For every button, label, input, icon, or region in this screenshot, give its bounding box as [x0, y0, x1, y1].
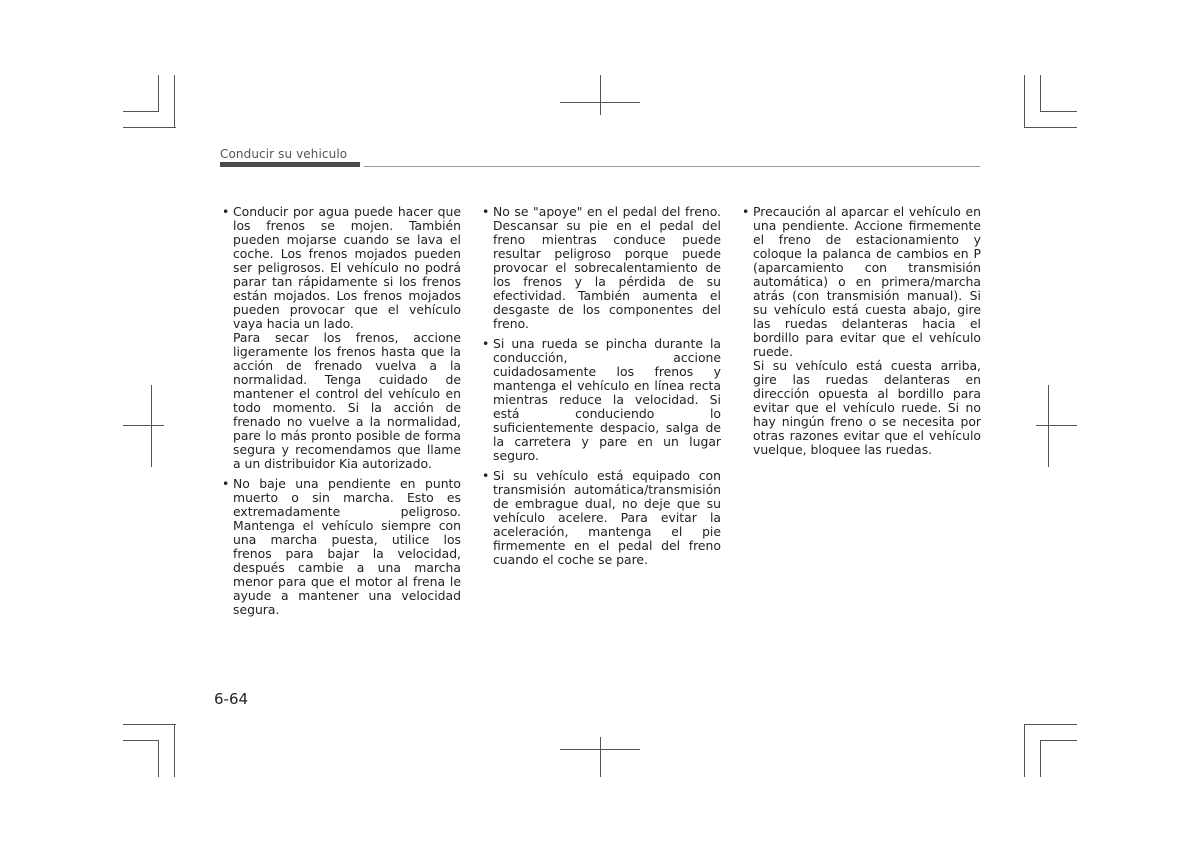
- paragraph: Conducir por agua puede hacer que los frenos se mojen. También pueden mojarse cuando se lava el coche. Los frenos mojados pueden ser peligrosos. El vehículo no podrá parar tan rápidamente si los frenos están mojados. Los frenos mojados pueden provocar que el vehículo vaya hacia un lado.: [233, 204, 461, 331]
- page-number: 6-64: [214, 690, 249, 708]
- list-item: [741, 205, 981, 457]
- column-2: [481, 205, 721, 573]
- list-item: [221, 477, 461, 617]
- paragraph: Si su vehículo está cuesta arriba, gire las ruedas delanteras en dirección opuesta al bordillo para evitar que el vehículo ruede. Si no hay ningún freno o se necesita por otras razones evitar que el vehículo vuelque, bloquee las ruedas.: [753, 358, 981, 457]
- column-3: [741, 205, 981, 463]
- list-item: [221, 205, 461, 471]
- bullet: •: [742, 204, 750, 219]
- list-item: [481, 337, 721, 463]
- bullet: •: [482, 468, 490, 483]
- column-1: [221, 205, 461, 623]
- bullet: •: [482, 336, 490, 351]
- bullet: •: [222, 476, 230, 491]
- list-item: [481, 469, 721, 567]
- header-accent-bar: [220, 162, 360, 167]
- paragraph: Precaución al aparcar el vehículo en una pendiente. Accione firmemente el freno de estacionamiento y coloque la palanca de cambios en P (aparcamiento con transmisión automática) o en primera/marcha atrás (con transmisión manual). Si su vehículo está cuesta abajo, gire las ruedas delanteras hacia el bordillo para evitar que el vehículo ruede.: [753, 204, 981, 359]
- header-rule: [364, 166, 980, 167]
- paragraph: No se "apoye" en el pedal del freno. Descansar su pie en el pedal del freno mientras conduce puede resultar peligroso porque puede provocar el sobrecalentamiento de los frenos y la pérdida de su efectividad. También aumenta el desgaste de los componentes del freno.: [493, 204, 721, 331]
- list-item: [481, 205, 721, 331]
- paragraph: Para secar los frenos, accione ligeramente los frenos hasta que la acción de frenado vuelva a la normalidad. Tenga cuidado de mantener el control del vehículo en todo momento. Si la acción de frenado no vuelve a la normalidad, pare lo más pronto posible de forma segura y recomendamos que llame a un distribuidor Kia autorizado.: [233, 330, 461, 471]
- bullet: •: [482, 204, 490, 219]
- paragraph: Si su vehículo está equipado con transmisión automática/transmisión de embrague dual, no deje que su vehículo acelere. Para evitar la aceleración, mantenga el pie firmemente en el pedal del freno cuando el coche se pare.: [493, 468, 721, 567]
- bullet: •: [222, 204, 230, 219]
- section-title: Conducir su vehiculo: [220, 147, 348, 161]
- paragraph: Si una rueda se pincha durante la conducción, accione cuidadosamente los frenos y mantenga el vehículo en línea recta mientras reduce la velocidad. Si está conduciendo lo suficientemente despacio, salga de la carretera y pare en un lugar seguro.: [493, 336, 721, 463]
- paragraph: No baje una pendiente en punto muerto o sin marcha. Esto es extremadamente peligroso. Mantenga el vehículo siempre con una marcha puesta, utilice los frenos para bajar la velocidad, después cambie a una marcha menor para que el motor al frena le ayude a mantener una velocidad segura.: [233, 476, 461, 617]
